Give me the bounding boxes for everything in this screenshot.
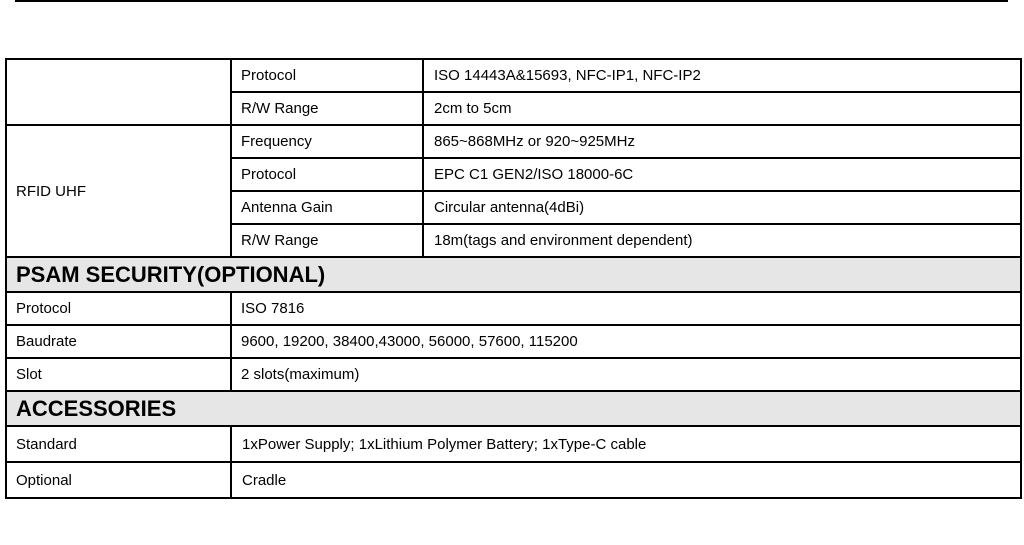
spec-value: 2 slots(maximum) <box>231 358 1021 391</box>
table-row <box>6 59 1021 92</box>
spec-param: Baudrate <box>6 325 231 358</box>
spec-value: Circular antenna(4dBi) <box>423 191 1021 224</box>
table-row <box>6 426 1021 462</box>
section-title: PSAM SECURITY(OPTIONAL) <box>6 257 1021 292</box>
spec-value: ISO 7816 <box>231 292 1021 325</box>
spec-param: Frequency <box>231 125 423 158</box>
spec-value: 1xPower Supply; 1xLithium Polymer Battery; 1xType-C cable <box>231 426 1021 462</box>
spec-param: Optional <box>6 462 231 498</box>
rfid-nfc-group-label <box>6 59 231 125</box>
spec-value: 865~868MHz or 920~925MHz <box>423 125 1021 158</box>
spec-value: 9600, 19200, 38400,43000, 56000, 57600, 115200 <box>231 325 1021 358</box>
spec-param: R/W Range <box>231 92 423 125</box>
spec-value: Cradle <box>231 462 1021 498</box>
spec-param: Protocol <box>231 158 423 191</box>
table-row <box>6 325 1021 358</box>
spec-param: Antenna Gain <box>231 191 423 224</box>
spec-param: Protocol <box>231 59 423 92</box>
spec-value: EPC C1 GEN2/ISO 18000-6C <box>423 158 1021 191</box>
rfid-uhf-group-label: RFID UHF <box>6 125 231 257</box>
spec-value: 18m(tags and environment dependent) <box>423 224 1021 257</box>
spec-param: Protocol <box>6 292 231 325</box>
section-header-psam <box>6 257 1021 292</box>
spec-param: Slot <box>6 358 231 391</box>
section-title: ACCESSORIES <box>6 391 1021 426</box>
spec-param: Standard <box>6 426 231 462</box>
spec-value: 2cm to 5cm <box>423 92 1021 125</box>
spec-value: ISO 14443A&15693, NFC-IP1, NFC-IP2 <box>423 59 1021 92</box>
section-header-accessories <box>6 391 1021 426</box>
top-rule <box>15 0 1008 2</box>
spec-table <box>5 58 1022 499</box>
table-row <box>6 462 1021 498</box>
spec-param: R/W Range <box>231 224 423 257</box>
table-row <box>6 292 1021 325</box>
table-row <box>6 125 1021 158</box>
table-row <box>6 358 1021 391</box>
